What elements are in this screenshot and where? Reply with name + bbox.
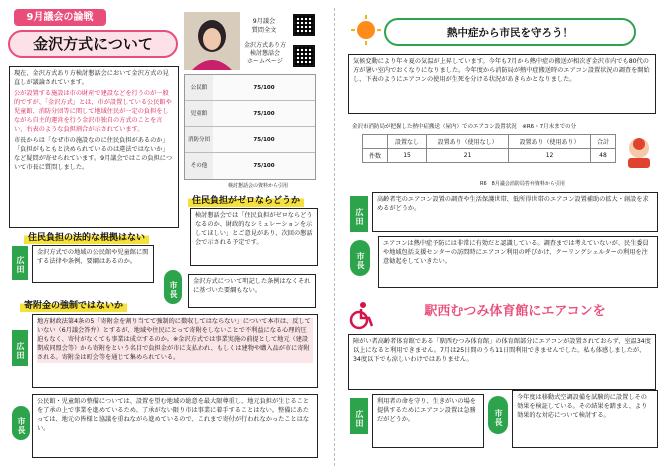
speaker-mayor-3: 市長 [350, 240, 370, 276]
burden-table-row [185, 153, 315, 179]
heat-intro: 気候変動により年々夏の気温が上昇しています。今年も7月から熱中症の搬送が相次ぎ金沢市内でも80代の方が暑い室内でおくなりになりました。今年度から消防局が熱中症搬送時のエアコン設置状況の調査を開始し、下表のようにエアコンの使用が生死を分ける状況があきらかとなりました。 [353, 58, 650, 83]
burden-table-row [185, 101, 315, 127]
qr2-label: 金沢方式あり方 検討懇話会 ホームページ [243, 42, 286, 66]
burden-table-row [185, 75, 315, 101]
table-row [363, 149, 616, 163]
sun-icon [348, 14, 384, 46]
speaker-mayor-2: 市長 [12, 406, 30, 440]
intro-p1: 現在、金沢方式あり方検討懇話会において金沢方式の見直しが議論されています。 [14, 70, 169, 86]
sec2-text: 検討懇話会では「住民負担がゼロならどうなるのか、財政的なシミュレーションを示してほしい」とご意見があり、次回の懇話会で示される予定です。 [195, 212, 313, 246]
row-ratio: 75/100 [253, 85, 275, 91]
sec3-title: 寄附金の強制ではないか [20, 297, 127, 312]
gym-title: 駅西むつみ体育館にエアコンを [424, 304, 606, 319]
speaker-hirota-4: 広田 [350, 398, 368, 434]
chart-caption: 検討懇話会の資料から引用 [228, 183, 289, 189]
row-ratio: 75/100 [253, 163, 275, 169]
sec2-title: 住民負担がゼロならどうか [188, 192, 304, 207]
gym-question-box [372, 394, 484, 448]
intro-box [9, 66, 179, 228]
sec1-question-box [32, 245, 154, 283]
table-cell: 48 [591, 149, 616, 163]
table-header: 合計 [591, 135, 616, 149]
sec3-answer-box [32, 394, 318, 458]
table-header: 設置なし [387, 135, 426, 149]
column-divider [334, 8, 335, 466]
wheelchair-icon [346, 300, 376, 330]
row-label: その他 [185, 153, 213, 179]
heat-answer-box [378, 236, 658, 288]
row-label: 児童館 [185, 101, 213, 126]
intro-p2: 公が設置する施設は市の財産で建設などを行うのが一般的ですが、「金沢方式」とは、市が設置している公民館や児童館、消防分団等に関して地域住民が一定の負担をしながら自主的運営を行う金沢市独自の方式のことを言い、右表のような負担割合が示されています。 [14, 89, 172, 133]
speaker-mayor-1: 市長 [164, 270, 182, 304]
sec1-answer-box [188, 274, 316, 308]
heat-answer: エアコンは熱中症予防には非常に有効だと認識している。調査までは考えていないが、民生委員や地域包括支援センターの訪問時にエアコン利用の呼びかけ、クーリングシェルターの利用を注意勧起をしていきたい。 [383, 240, 649, 265]
qr-code-2[interactable] [293, 45, 315, 67]
table-header: 設置あり（使用なし） [427, 135, 509, 149]
speaker-hirota-3: 広田 [350, 196, 368, 232]
sec3-answer: 公民館・児童館の整備については、設置を望む地域の総意を最大限尊重し、地元負担が生じることを了承の上で事業を進めているため、了承がない限り市は事業に着手することはない。整備にあたっては、地元の皆様と協議を重ねながら進めているので、これまで寄付が行われなかったことはない。 [37, 398, 310, 432]
heat-intro-box [348, 54, 656, 114]
heat-question-box [372, 192, 658, 232]
table-header: 設置あり（使用あり） [509, 135, 591, 149]
speaker-hirota-2: 広田 [12, 330, 28, 366]
table-cell: 件数 [363, 149, 388, 163]
gym-answer: 今年度は移動式空調設備を試験的に設置しその効果を検証している。その結果を踏まえ、より効果的な対応について検討する。 [517, 394, 648, 419]
sec1-title: 住民負担の法的な根拠はない [24, 229, 149, 244]
burden-table-image [184, 74, 316, 180]
row-label: 消防分団 [185, 127, 213, 152]
sec2-box [190, 208, 318, 266]
qr-code-1[interactable] [293, 14, 315, 36]
sec3-question: 地方財政法第4条の5「寄附金を割り当てて強制的に徴収してはならない」について本市は、反していない（6月議会答弁）とするが、地域や住民にとって寄附をしないことで不利益になる心理的圧迫もなく、寄付がなくても事業は成立するのか。※金沢方式では事業実施の前提として地元（建設期成同盟会等）から寄附をという名目で負担金が市に支払われ、もしくは建物や購入品が市に寄附される。寄附金は町会等を通じて集められている。 [37, 318, 313, 363]
gym-answer-box [512, 390, 658, 448]
section-badge: 9月議会の論戦 [14, 9, 106, 26]
table-header-row [363, 135, 616, 149]
sec1-question: 金沢方式での地域の公民館や児童館に関する法律や条例、要綱はあるのか。 [37, 249, 149, 265]
table-cell: 12 [509, 149, 591, 163]
left-main-title: 金沢方式について [8, 30, 178, 58]
table-header [363, 135, 388, 149]
heat-table-caption: 金沢市消防局が把握した熱中症搬送（屋内）でのエアコン設置状況 ※R6・7月末までの分 [352, 124, 577, 130]
table-cell: 21 [427, 149, 509, 163]
burden-table-row [185, 127, 315, 153]
qr1-label: 9月議会 質問全文 [251, 18, 277, 34]
right-main-title: 熱中症から市民を守ろう！ [384, 18, 636, 46]
table-cell: 15 [387, 149, 426, 163]
row-label: 公民館 [185, 75, 213, 100]
heat-question: 高齢者宅のエアコン設置の調査や生活保護世帯、低所得世帯のエアコン設置補助の拡大・創設を求めるがどうか。 [377, 196, 649, 212]
portrait-illustration [184, 12, 240, 70]
sec1-answer: 金沢方式について明記した条例はなくそれに基づいた要綱もない。 [193, 278, 311, 294]
speaker-mayor-4: 市長 [488, 396, 508, 434]
heat-table-source: R6 8月議会消防局答弁資料から引用 [480, 181, 565, 187]
gym-question: 利用者の命を守り、生きがいの場を提供するためにエアコン設置は急務だがどうか。 [377, 398, 476, 423]
avatar [184, 12, 240, 70]
row-ratio: 75/100 [253, 137, 275, 143]
sec3-question-box [32, 314, 318, 388]
row-ratio: 75/100 [253, 111, 275, 117]
heatstroke-person-icon [622, 134, 656, 170]
heat-table [362, 134, 616, 163]
speaker-hirota-1: 広田 [12, 246, 28, 280]
gym-intro-box [348, 334, 656, 390]
gym-intro: 障がい者高齢者体育館である「駅西むつみ体育館」の体育館部分にエアコンが設置されておらず、室温34度以上になると利用できません。7月は25日間のうち11日間利用できませんでした。私も体感しましたが、34度以下でも涼しいわけではありません。 [353, 338, 651, 363]
intro-p3: 市長からは「なぜ市の施設なのに住民負担があるのか」「負担がもともと決められているのは違法ではないか」など疑問が寄せられています。9月議会ではこの負担について市長に質問しました。 [14, 136, 173, 171]
